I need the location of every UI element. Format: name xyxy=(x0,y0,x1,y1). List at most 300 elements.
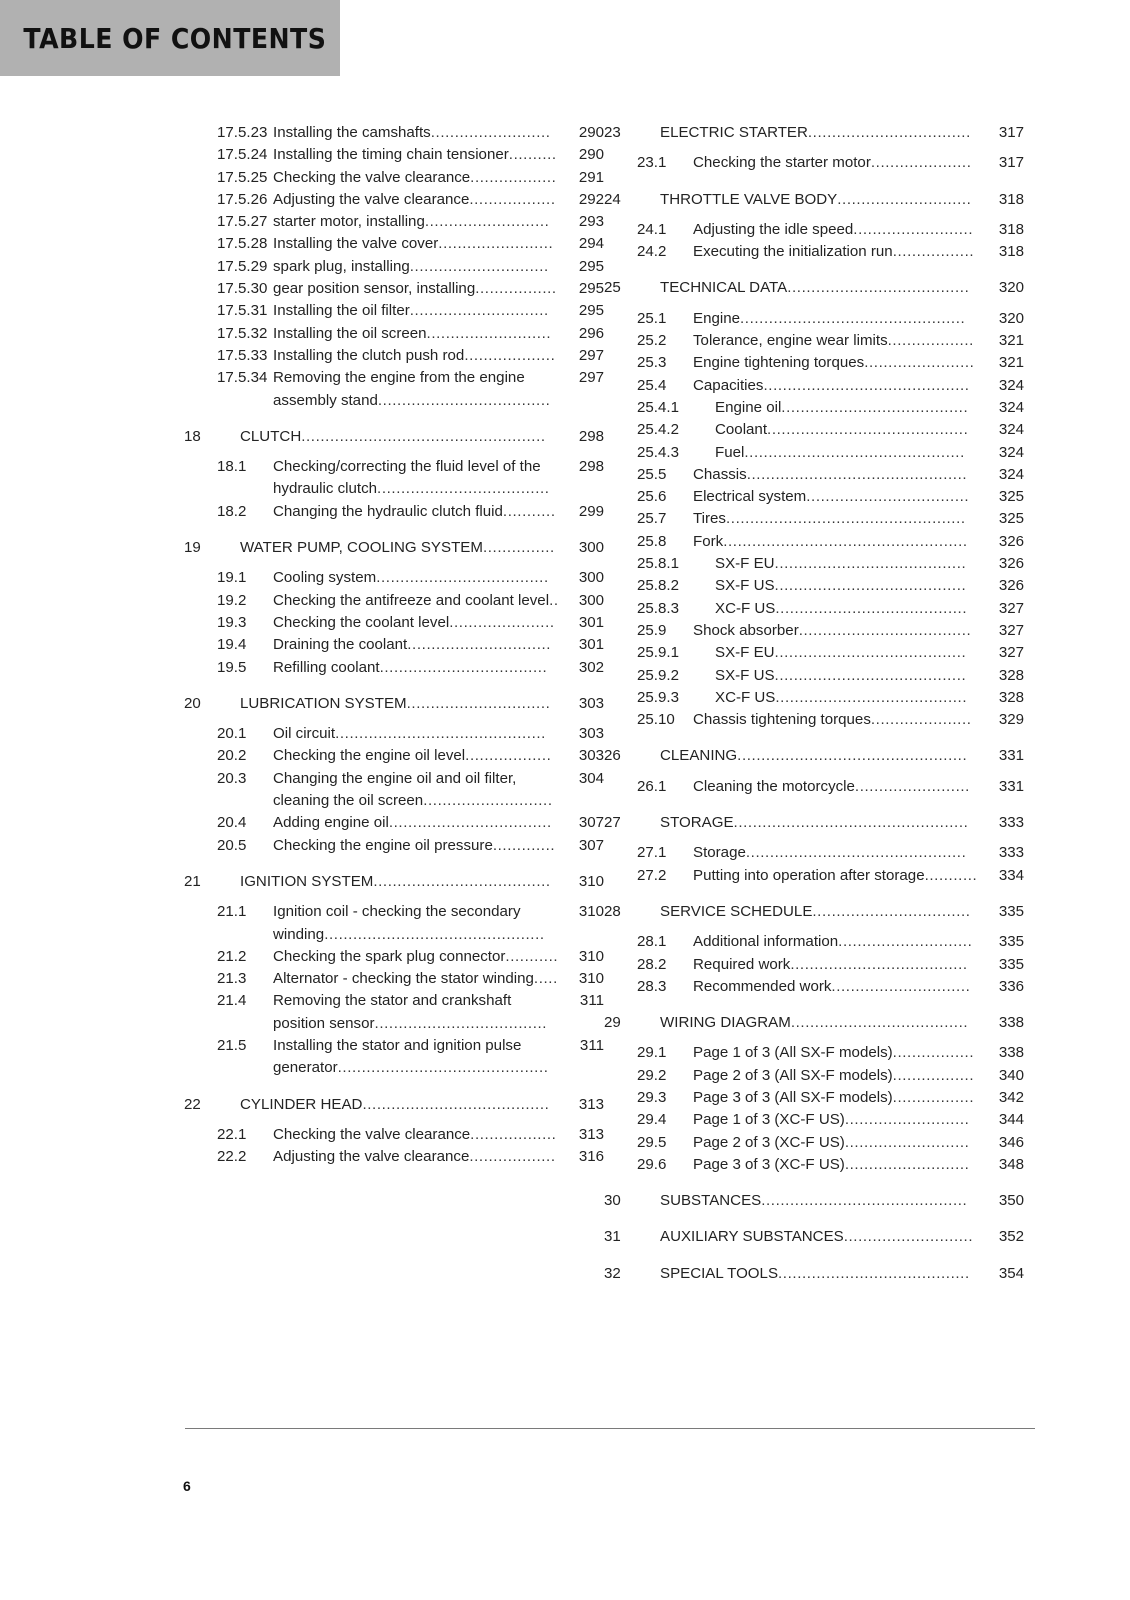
toc-entry-title-wrap xyxy=(693,330,983,352)
toc-leader-dots: ............................................ xyxy=(337,1059,549,1077)
toc-entry[interactable] xyxy=(604,709,1024,731)
toc-entry-body xyxy=(660,189,1024,211)
toc-entry-number: 28 xyxy=(604,902,621,920)
toc-entry[interactable] xyxy=(604,419,1024,441)
toc-leader-dots: ................. xyxy=(892,243,975,261)
toc-entry-page: 336 xyxy=(998,977,1024,995)
toc-entry-title-wrap xyxy=(693,976,983,998)
toc-entry-body xyxy=(273,1035,604,1080)
toc-columns xyxy=(0,122,1130,1293)
toc-leader-dots: ........................... xyxy=(423,792,553,810)
toc-entry-title-wrap xyxy=(273,968,563,990)
toc-entry[interactable] xyxy=(604,1226,1024,1248)
toc-leader-dots: ........................................ xyxy=(775,599,968,617)
toc-entry-page: 313 xyxy=(578,1095,604,1113)
toc-entry[interactable] xyxy=(604,1132,1024,1154)
toc-entry-page: 344 xyxy=(998,1111,1024,1129)
toc-entry[interactable] xyxy=(604,531,1024,553)
toc-entry-page: 304 xyxy=(578,769,604,787)
toc-entry-title: SX-F EU xyxy=(715,555,775,573)
toc-entry-title-wrap xyxy=(693,241,983,263)
toc-entry-page: 310 xyxy=(578,872,604,890)
toc-entry-title: Tires xyxy=(693,510,726,528)
toc-column-left xyxy=(184,122,604,1293)
toc-entry-page: 333 xyxy=(998,814,1024,832)
toc-entry-page: 303 xyxy=(578,747,604,765)
toc-entry-title-wrap xyxy=(273,300,563,322)
toc-entry-title-wrap xyxy=(273,189,563,211)
toc-entry[interactable] xyxy=(604,308,1024,330)
toc-leader-dots: .......................... xyxy=(426,324,552,342)
toc-entry-number: 29.5 xyxy=(637,1133,667,1151)
toc-leader-dots: ....................................... xyxy=(781,398,969,416)
toc-entry-title-wrap xyxy=(273,990,563,1035)
toc-entry-body xyxy=(693,976,1024,998)
toc-entry-page: 321 xyxy=(998,332,1024,350)
toc-leader-dots: .................................................. xyxy=(725,510,966,528)
toc-entry-title-wrap xyxy=(693,842,983,864)
toc-entry-number: 29 xyxy=(604,1014,621,1032)
toc-leader-dots: .................. xyxy=(470,1125,557,1143)
toc-entry[interactable] xyxy=(184,167,604,189)
toc-entry-title-wrap xyxy=(693,1154,983,1176)
toc-entry-title: Checking the starter motor xyxy=(693,154,871,172)
toc-entry[interactable] xyxy=(604,508,1024,530)
toc-entry-page: 311 xyxy=(579,1036,604,1054)
toc-entry-title-wrap xyxy=(693,931,983,953)
toc-entry-body xyxy=(660,745,1024,767)
toc-entry-body xyxy=(273,657,604,679)
toc-entry-number: 19.5 xyxy=(217,658,247,676)
toc-entry[interactable] xyxy=(184,1146,604,1168)
toc-entry[interactable] xyxy=(604,442,1024,464)
toc-entry-number: 19.1 xyxy=(217,569,247,587)
toc-entry-title: Checking the coolant level xyxy=(273,613,450,631)
toc-entry-title-wrap xyxy=(693,954,983,976)
toc-leader-dots: ......................... xyxy=(853,220,974,238)
toc-entry[interactable] xyxy=(184,612,604,634)
toc-entry[interactable] xyxy=(604,486,1024,508)
toc-leader-dots: .................................... xyxy=(376,569,549,587)
toc-entry-page: 310 xyxy=(578,970,604,988)
toc-entry[interactable] xyxy=(184,590,604,612)
toc-entry[interactable] xyxy=(184,990,604,1035)
toc-entry-page: 297 xyxy=(578,369,604,387)
toc-entry-title: Checking the engine oil pressure xyxy=(273,836,493,854)
toc-entry[interactable] xyxy=(604,745,1024,767)
toc-entry-body xyxy=(273,278,604,300)
toc-entry-number: 19.3 xyxy=(217,613,247,631)
toc-entry-title: Adjusting the idle speed xyxy=(693,220,854,238)
toc-entry-number: 17.5.30 xyxy=(217,280,268,298)
toc-entry-page: 320 xyxy=(998,309,1024,327)
toc-entry[interactable] xyxy=(184,189,604,211)
toc-leader-dots: ........... xyxy=(924,866,978,884)
toc-entry[interactable] xyxy=(604,553,1024,575)
toc-entry-title-wrap xyxy=(273,946,563,968)
toc-entry-title: ELECTRIC STARTER xyxy=(660,124,808,141)
toc-entry-page: 340 xyxy=(998,1066,1024,1084)
toc-entry-title: Chassis tightening torques xyxy=(693,711,871,729)
toc-entry[interactable] xyxy=(604,1190,1024,1212)
toc-entry-title: Engine tightening torques xyxy=(693,354,865,372)
toc-leader-dots: ................................................. xyxy=(733,814,969,832)
toc-entry-number: 27.2 xyxy=(637,866,667,884)
toc-entry-page: 318 xyxy=(998,220,1024,238)
toc-entry-body xyxy=(273,745,604,767)
toc-entry[interactable] xyxy=(604,277,1024,299)
toc-entry-title-wrap xyxy=(273,657,563,679)
toc-entry-number: 21.2 xyxy=(217,947,247,965)
toc-entry-number: 17.5.28 xyxy=(217,235,268,253)
toc-entry[interactable] xyxy=(184,1094,604,1116)
toc-entry-page: 335 xyxy=(998,933,1024,951)
toc-entry-title-wrap xyxy=(273,901,563,946)
toc-entry-body xyxy=(693,152,1024,174)
toc-entry-page: 290 xyxy=(578,124,604,141)
toc-entry-number: 17.5.23 xyxy=(217,124,268,141)
toc-entry-body xyxy=(273,812,604,834)
toc-entry[interactable] xyxy=(604,865,1024,887)
toc-entry[interactable] xyxy=(604,954,1024,976)
toc-entry[interactable] xyxy=(184,122,604,144)
toc-entry-body xyxy=(693,442,1024,464)
toc-entry-title: Page 3 of 3 (All SX-F models) xyxy=(693,1088,893,1106)
toc-entry-body xyxy=(693,931,1024,953)
toc-entry-body xyxy=(660,1190,1024,1212)
toc-entry[interactable] xyxy=(604,375,1024,397)
toc-entry-number: 28.1 xyxy=(637,933,667,951)
toc-entry[interactable] xyxy=(604,620,1024,642)
toc-entry-number: 25.4.3 xyxy=(637,443,679,461)
toc-entry-page: 295 xyxy=(578,280,604,298)
toc-entry-body xyxy=(693,486,1024,508)
toc-leader-dots: .................................. xyxy=(807,124,971,141)
toc-entry[interactable] xyxy=(604,1263,1024,1285)
toc-entry[interactable] xyxy=(604,122,1024,144)
toc-entry-page: 329 xyxy=(998,711,1024,729)
toc-entry-number: 25.4.1 xyxy=(637,398,679,416)
toc-entry[interactable] xyxy=(184,367,604,412)
toc-entry[interactable] xyxy=(604,1012,1024,1034)
toc-entry[interactable] xyxy=(604,976,1024,998)
toc-entry-body xyxy=(693,352,1024,374)
toc-entry-title-wrap xyxy=(273,501,563,523)
toc-entry-number: 19 xyxy=(184,539,201,557)
toc-entry-page: 300 xyxy=(578,539,604,557)
toc-entry-title-wrap xyxy=(660,812,983,834)
toc-entry[interactable] xyxy=(604,330,1024,352)
toc-entry-number: 28.3 xyxy=(637,977,667,995)
toc-entry-number: 20.2 xyxy=(217,747,247,765)
toc-entry-number: 24.2 xyxy=(637,243,667,261)
toc-leader-dots: ...................................... xyxy=(787,279,970,297)
toc-entry-number: 20 xyxy=(184,694,201,712)
toc-entry-title-wrap xyxy=(273,122,563,144)
toc-entry-page: 317 xyxy=(998,124,1024,141)
toc-entry-title-wrap xyxy=(660,1263,983,1285)
toc-entry-body xyxy=(693,665,1024,687)
toc-entry-page: 338 xyxy=(998,1014,1024,1032)
toc-entry-number: 29.3 xyxy=(637,1088,667,1106)
toc-entry-title-wrap xyxy=(693,464,983,486)
toc-entry[interactable] xyxy=(604,931,1024,953)
toc-entry-title-wrap xyxy=(715,553,983,575)
toc-entry-number: 25.2 xyxy=(637,332,667,350)
toc-entry[interactable] xyxy=(184,745,604,767)
toc-entry[interactable] xyxy=(184,426,604,448)
toc-entry[interactable] xyxy=(184,456,604,501)
toc-entry[interactable] xyxy=(184,1124,604,1146)
toc-entry-title: Removing the engine from the engine assembly stand xyxy=(273,369,525,409)
toc-entry-title-wrap xyxy=(715,575,983,597)
toc-entry-page: 291 xyxy=(578,168,604,186)
toc-entry-page: 328 xyxy=(998,666,1024,684)
toc-entry-page: 338 xyxy=(998,1044,1024,1062)
toc-leader-dots: ..... xyxy=(533,970,558,988)
toc-entry[interactable] xyxy=(184,1035,604,1080)
toc-entry-body xyxy=(273,1146,604,1168)
toc-entry-title-wrap xyxy=(693,1087,983,1109)
toc-entry-body xyxy=(660,1226,1024,1248)
toc-entry[interactable] xyxy=(604,1154,1024,1176)
toc-leader-dots: ................. xyxy=(892,1088,975,1106)
toc-leader-dots: ............. xyxy=(492,836,556,854)
toc-entry-page: 298 xyxy=(578,458,604,476)
toc-entry-title-wrap xyxy=(273,835,563,857)
toc-entry-page: 335 xyxy=(998,955,1024,973)
toc-entry-body xyxy=(693,598,1024,620)
toc-entry[interactable] xyxy=(604,352,1024,374)
toc-entry[interactable] xyxy=(604,901,1024,923)
toc-entry[interactable] xyxy=(184,657,604,679)
footer-page-number: 6 xyxy=(183,1478,191,1494)
toc-entry[interactable] xyxy=(604,241,1024,263)
toc-entry-number: 18 xyxy=(184,427,201,445)
toc-entry[interactable] xyxy=(604,1109,1024,1131)
toc-entry[interactable] xyxy=(184,835,604,857)
toc-entry-title-wrap xyxy=(240,426,563,448)
toc-entry[interactable] xyxy=(604,219,1024,241)
toc-entry[interactable] xyxy=(604,776,1024,798)
toc-entry[interactable] xyxy=(184,693,604,715)
toc-entry-number: 25.5 xyxy=(637,465,667,483)
toc-entry-number: 29.4 xyxy=(637,1111,667,1129)
toc-entry[interactable] xyxy=(604,842,1024,864)
toc-entry[interactable] xyxy=(184,634,604,656)
toc-entry-body xyxy=(273,990,604,1035)
toc-entry[interactable] xyxy=(184,345,604,367)
toc-entry-number: 25.3 xyxy=(637,354,667,372)
toc-entry-body xyxy=(273,323,604,345)
toc-entry-number: 25.4 xyxy=(637,376,667,394)
toc-entry[interactable] xyxy=(184,871,604,893)
toc-entry[interactable] xyxy=(184,256,604,278)
toc-entry-page: 292 xyxy=(578,190,604,208)
toc-entry-title-wrap xyxy=(240,693,563,715)
toc-entry-number: 21.4 xyxy=(217,992,247,1010)
toc-leader-dots: ........................................... xyxy=(761,1192,968,1210)
toc-entry-title: Installing the clutch push rod xyxy=(273,346,465,364)
toc-entry-page: 317 xyxy=(998,154,1024,172)
toc-entry-title: Adding engine oil xyxy=(273,814,389,832)
toc-entry[interactable] xyxy=(604,665,1024,687)
toc-entry-title-wrap xyxy=(273,323,563,345)
toc-entry-title-wrap xyxy=(693,709,983,731)
toc-entry-title: Additional information xyxy=(693,933,839,951)
toc-entry[interactable] xyxy=(184,537,604,559)
toc-leader-dots: ........................................ xyxy=(774,644,967,662)
toc-entry-body xyxy=(240,871,604,893)
toc-entry-title-wrap xyxy=(273,812,563,834)
toc-entry-page: 331 xyxy=(998,777,1024,795)
toc-leader-dots: .............................................. xyxy=(324,925,545,943)
toc-entry-page: 299 xyxy=(578,502,604,520)
toc-entry-title: Required work xyxy=(693,955,791,973)
toc-entry-number: 27 xyxy=(604,814,621,832)
toc-entry[interactable] xyxy=(184,278,604,300)
toc-entry-body xyxy=(660,901,1024,923)
toc-entry-number: 25.9.2 xyxy=(637,666,679,684)
toc-entry-body xyxy=(693,1042,1024,1064)
toc-entry[interactable] xyxy=(184,946,604,968)
toc-entry-body xyxy=(693,642,1024,664)
toc-entry-body xyxy=(693,308,1024,330)
toc-entry[interactable] xyxy=(184,323,604,345)
toc-entry[interactable] xyxy=(184,233,604,255)
toc-leader-dots: ...................... xyxy=(449,613,555,631)
toc-leader-dots: ........................................ xyxy=(774,666,967,684)
toc-entry-title-wrap xyxy=(273,1146,563,1168)
toc-entry-number: 25.1 xyxy=(637,309,667,327)
toc-entry-title-wrap xyxy=(715,665,983,687)
toc-entry-number: 29.6 xyxy=(637,1155,667,1173)
toc-entry-page: 324 xyxy=(998,398,1024,416)
toc-entry-title-wrap xyxy=(273,345,563,367)
toc-entry-title-wrap xyxy=(240,871,563,893)
toc-entry-number: 18.2 xyxy=(217,502,247,520)
toc-entry-page: 321 xyxy=(998,354,1024,372)
toc-entry-title: Checking/correcting the fluid level of the hydraulic clutch xyxy=(273,458,541,498)
toc-entry[interactable] xyxy=(604,1065,1024,1087)
toc-entry-number: 25.7 xyxy=(637,510,667,528)
toc-leader-dots: ........................ xyxy=(438,235,554,253)
toc-entry-title: Recommended work xyxy=(693,977,832,995)
toc-entry-number: 25.9 xyxy=(637,621,667,639)
toc-entry-number: 25.6 xyxy=(637,488,667,506)
toc-entry-title-wrap xyxy=(273,367,563,412)
toc-entry-title-wrap xyxy=(660,901,983,923)
toc-entry-number: 24.1 xyxy=(637,220,667,238)
toc-entry-title: Cleaning the motorcycle xyxy=(693,777,855,795)
toc-leader-dots: .................. xyxy=(469,1148,556,1166)
toc-entry-number: 20.1 xyxy=(217,725,247,743)
toc-entry[interactable] xyxy=(184,501,604,523)
toc-leader-dots: ................. xyxy=(475,280,557,298)
toc-entry[interactable] xyxy=(184,723,604,745)
toc-entry-number: 29.2 xyxy=(637,1066,667,1084)
toc-leader-dots: .................. xyxy=(470,168,557,186)
toc-entry-title: Engine oil xyxy=(715,398,782,416)
toc-entry-number: 17.5.29 xyxy=(217,257,268,275)
toc-entry-body xyxy=(240,537,604,559)
toc-leader-dots: .......................... xyxy=(844,1111,970,1129)
toc-entry-page: 348 xyxy=(998,1155,1024,1173)
toc-entry-number: 22.1 xyxy=(217,1125,247,1143)
toc-entry-page: 324 xyxy=(998,421,1024,439)
toc-entry-title-wrap xyxy=(660,277,983,299)
toc-entry-body xyxy=(240,693,604,715)
toc-entry-page: 313 xyxy=(578,1125,604,1143)
toc-entry[interactable] xyxy=(604,642,1024,664)
toc-entry-body xyxy=(693,575,1024,597)
toc-entry[interactable] xyxy=(604,575,1024,597)
toc-entry-title: Installing the stator and ignition pulse generator xyxy=(273,1036,522,1077)
toc-leader-dots: ................................... xyxy=(379,658,548,676)
toc-entry[interactable] xyxy=(604,464,1024,486)
toc-entry[interactable] xyxy=(184,567,604,589)
toc-entry[interactable] xyxy=(184,901,604,946)
toc-entry[interactable] xyxy=(184,144,604,166)
toc-leader-dots: .................................... xyxy=(798,621,972,639)
toc-entry-page: 326 xyxy=(998,532,1024,550)
toc-entry-body xyxy=(273,835,604,857)
toc-entry-title: SX-F EU xyxy=(715,644,775,662)
toc-leader-dots: .............................................. xyxy=(746,465,968,483)
toc-entry[interactable] xyxy=(184,211,604,233)
toc-leader-dots: .......................... xyxy=(844,1133,970,1151)
toc-entry[interactable] xyxy=(604,397,1024,419)
toc-entry[interactable] xyxy=(184,300,604,322)
toc-entry[interactable] xyxy=(604,598,1024,620)
toc-entry[interactable] xyxy=(604,1042,1024,1064)
toc-entry[interactable] xyxy=(604,152,1024,174)
toc-entry[interactable] xyxy=(604,687,1024,709)
toc-leader-dots: .. xyxy=(549,591,559,609)
toc-entry-title-wrap xyxy=(273,456,563,501)
toc-entry-title-wrap xyxy=(715,687,983,709)
toc-entry[interactable] xyxy=(604,812,1024,834)
toc-entry-number: 32 xyxy=(604,1264,621,1282)
toc-leader-dots: ..................................... xyxy=(790,955,968,973)
toc-entry-title: Removing the stator and crankshaft position sensor xyxy=(273,992,512,1032)
toc-entry[interactable] xyxy=(184,968,604,990)
toc-entry-body xyxy=(660,1012,1024,1034)
toc-entry-title-wrap xyxy=(715,397,983,419)
toc-entry-body xyxy=(693,219,1024,241)
toc-entry-body xyxy=(660,812,1024,834)
toc-entry-page: 325 xyxy=(998,510,1024,528)
toc-entry-number: 20.5 xyxy=(217,836,247,854)
toc-entry-page: 324 xyxy=(998,443,1024,461)
toc-entry-body xyxy=(693,464,1024,486)
toc-leader-dots: ............................................... xyxy=(740,309,966,327)
toc-entry[interactable] xyxy=(184,768,604,813)
toc-entry-title: Fuel xyxy=(715,443,745,461)
toc-leader-dots: .......................................... xyxy=(767,421,969,439)
toc-entry-number: 25.8.2 xyxy=(637,577,679,595)
toc-entry-body xyxy=(660,277,1024,299)
toc-entry[interactable] xyxy=(184,812,604,834)
toc-entry-title: Fork xyxy=(693,532,724,550)
toc-entry-title: SUBSTANCES xyxy=(660,1192,762,1210)
toc-entry-page: 352 xyxy=(998,1228,1024,1246)
toc-entry-body xyxy=(693,954,1024,976)
toc-entry[interactable] xyxy=(604,189,1024,211)
toc-leader-dots: ................................................... xyxy=(723,532,968,550)
toc-entry-title: Storage xyxy=(693,844,746,862)
toc-entry[interactable] xyxy=(604,1087,1024,1109)
